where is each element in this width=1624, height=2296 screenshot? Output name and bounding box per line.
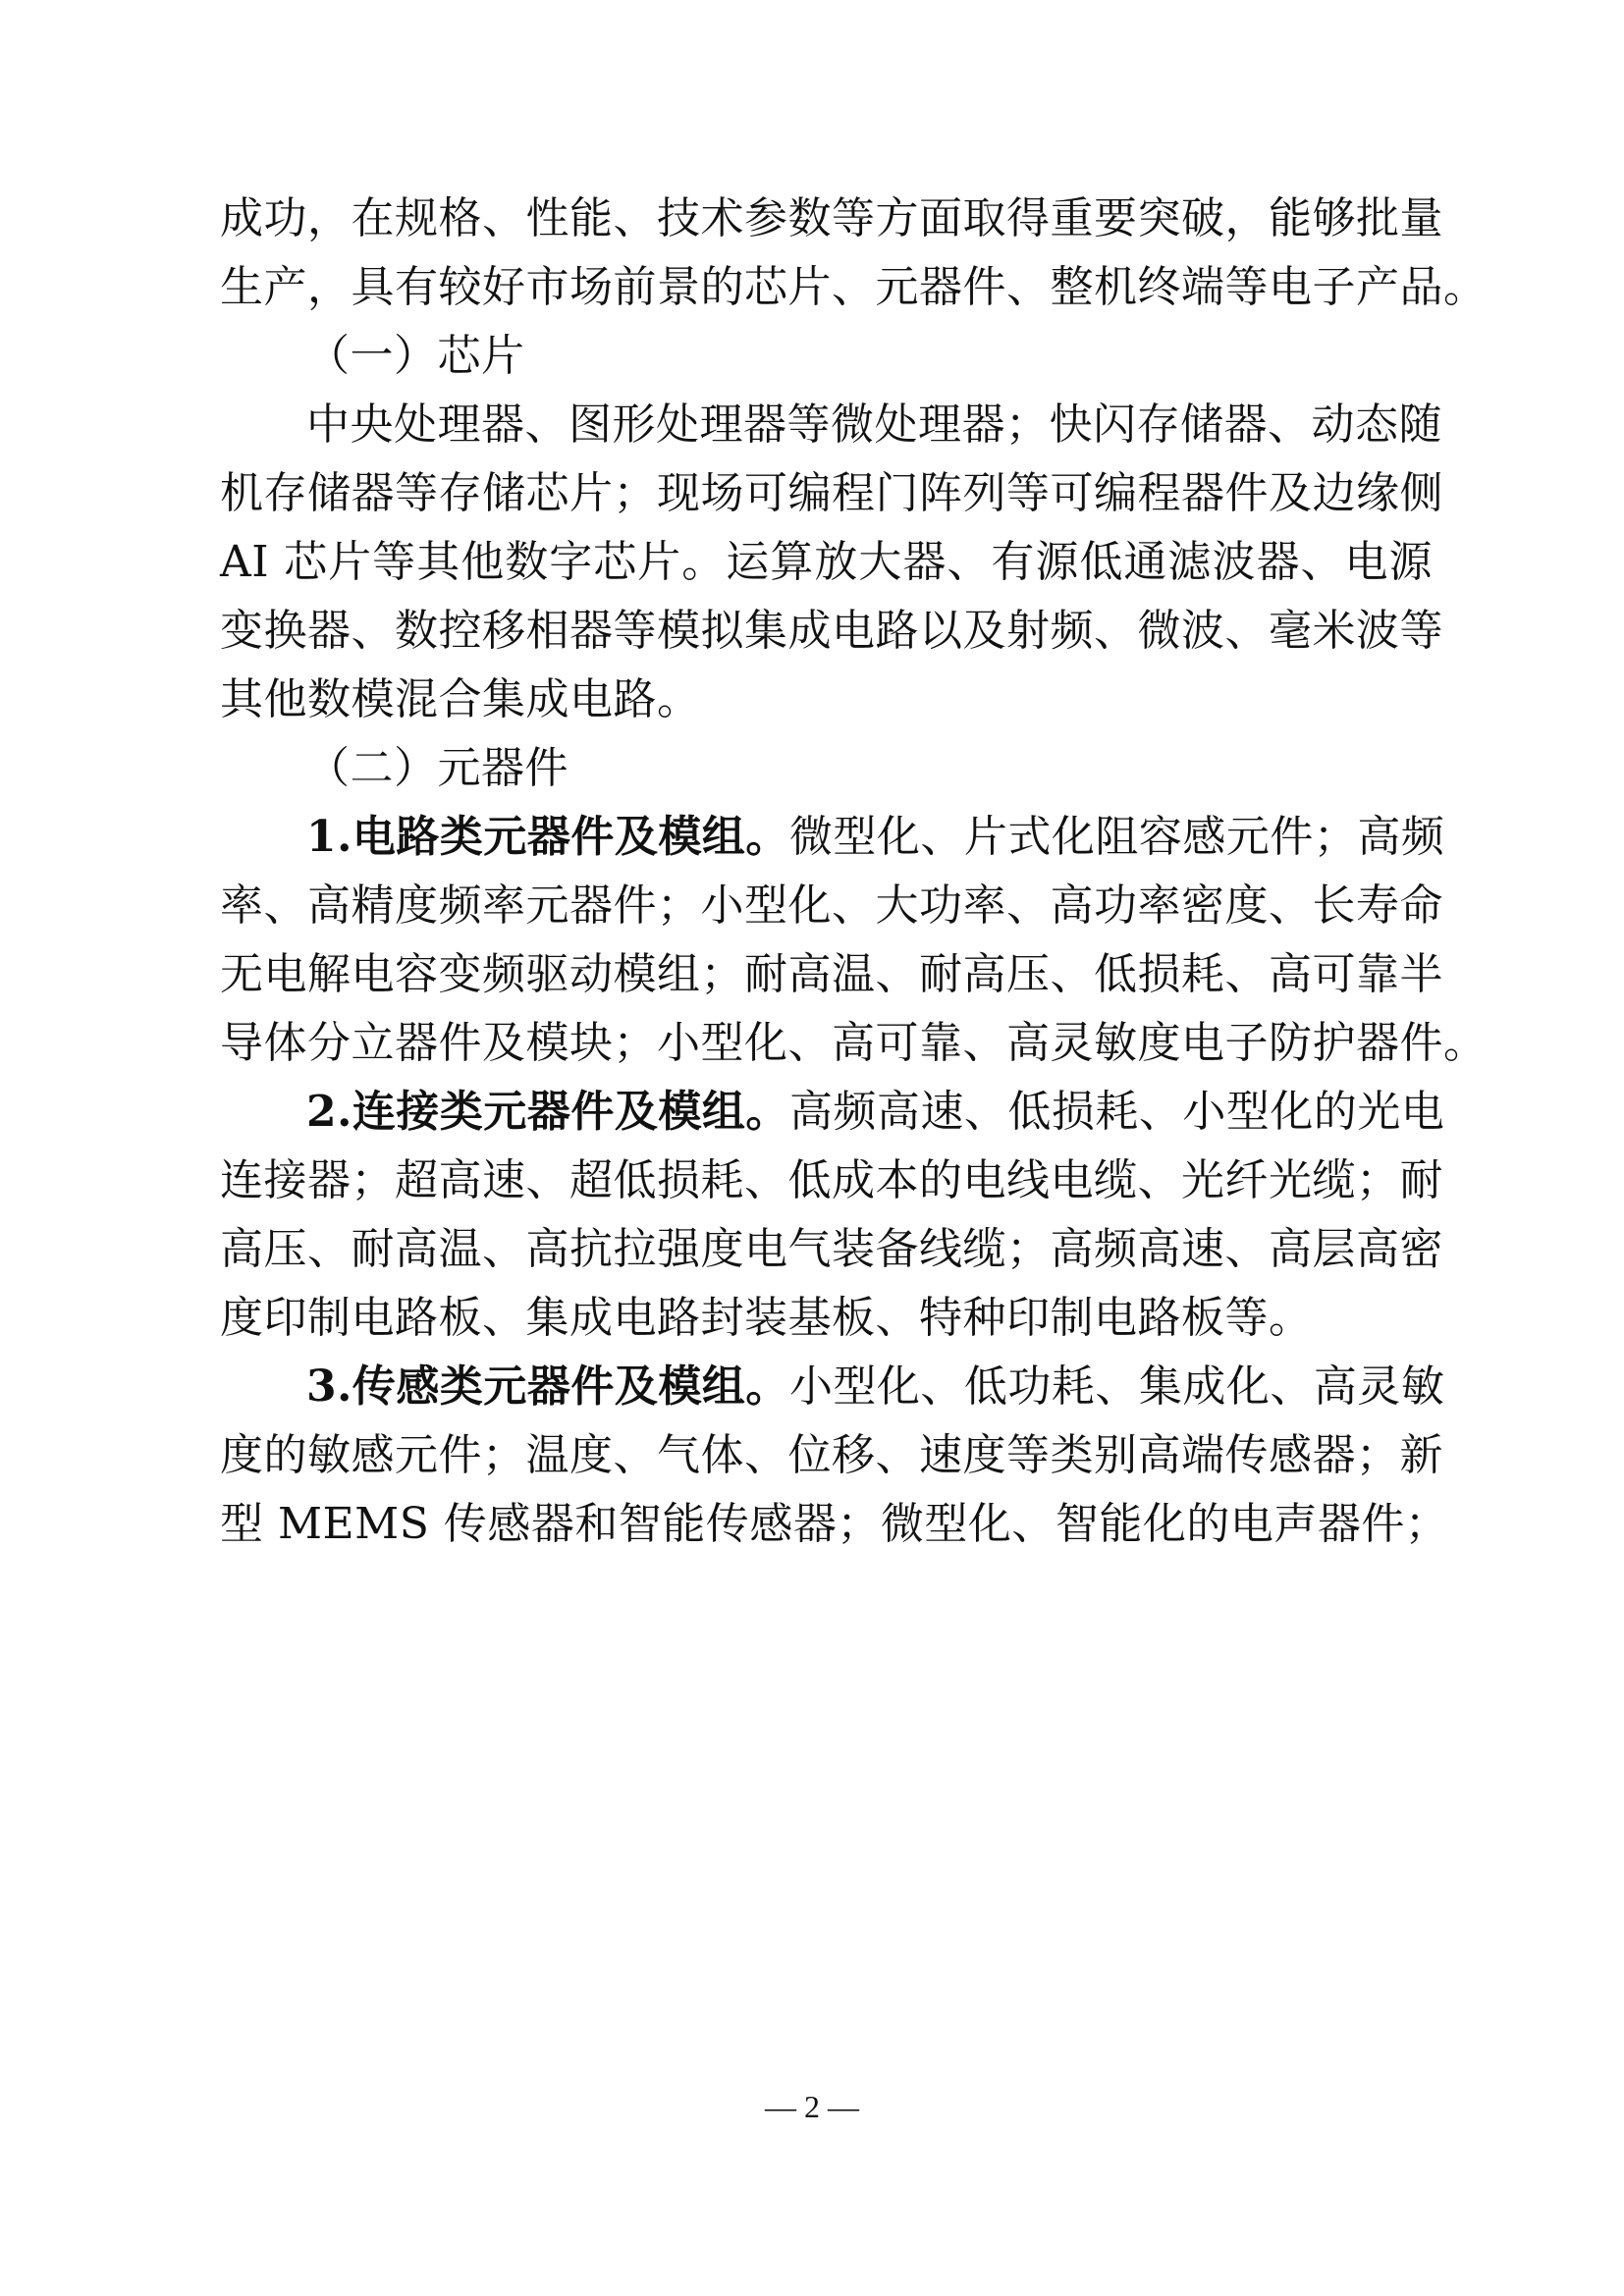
paragraph-line: 度的敏感元件；温度、气体、位移、速度等类别高端传感器；新 (220, 1430, 1443, 1480)
paragraph-line: 率、高精度频率元器件；小型化、大功率、高功率密度、长寿命 (220, 881, 1443, 931)
section-heading-components: （二）元器件 (306, 743, 568, 793)
item-text: 微型化、片式化阻容感元件；高频 (788, 812, 1445, 862)
item-title-connection: 2.连接类元器件及模组。 (306, 1087, 789, 1137)
paragraph-line: 生产，具有较好市场前景的芯片、元器件、整机终端等电子产品。 (220, 262, 1488, 312)
paragraph-line: 机存储器等存储芯片；现场可编程门阵列等可编程器件及边缘侧 (220, 468, 1443, 518)
paragraph-line: 其他数模混合集成电路。 (220, 674, 701, 724)
paragraph-line: 中央处理器、图形处理器等微处理器；快闪存储器、动态随 (306, 400, 1442, 450)
paragraph-line (306, 808, 1445, 867)
page-number: — 2 — (765, 2089, 859, 2124)
paragraph-line: 无电解电容变频驱动模组；耐高温、耐高压、低损耗、高可靠半 (220, 949, 1443, 999)
paragraph-line: 变换器、数控移相器等模拟集成电路以及射频、微波、毫米波等 (220, 606, 1443, 656)
paragraph-line: 连接器；超高速、超低损耗、低成本的电线电缆、光纤光缆；耐 (220, 1155, 1443, 1205)
paragraph-line: 成功，在规格、性能、技术参数等方面取得重要突破，能够批量 (220, 193, 1443, 243)
section-heading-chips: （一）芯片 (306, 331, 525, 381)
paragraph-line: 度印制电路板、集成电路封装基板、特种印制电路板等。 (220, 1293, 1313, 1343)
paragraph-line: 导体分立器件及模块；小型化、高可靠、高灵敏度电子防护器件。 (220, 1018, 1488, 1068)
paragraph-line: 型 MEMS 传感器和智能传感器；微型化、智能化的电声器件； (220, 1499, 1449, 1549)
paragraph-line (306, 1358, 1445, 1416)
item-text: 高频高速、低损耗、小型化的光电 (788, 1087, 1445, 1137)
item-title-circuit: 1.电路类元器件及模组。 (306, 812, 789, 862)
paragraph-line (306, 1083, 1445, 1142)
paragraph-line: 高压、耐高温、高抗拉强度电气装备线缆；高频高速、高层高密 (220, 1224, 1443, 1274)
item-text: 小型化、低功耗、集成化、高灵敏 (788, 1362, 1445, 1412)
paragraph-line: AI 芯片等其他数字芯片。运算放大器、有源低通滤波器、电源 (220, 537, 1433, 587)
item-title-sensing: 3.传感类元器件及模组。 (306, 1362, 789, 1412)
